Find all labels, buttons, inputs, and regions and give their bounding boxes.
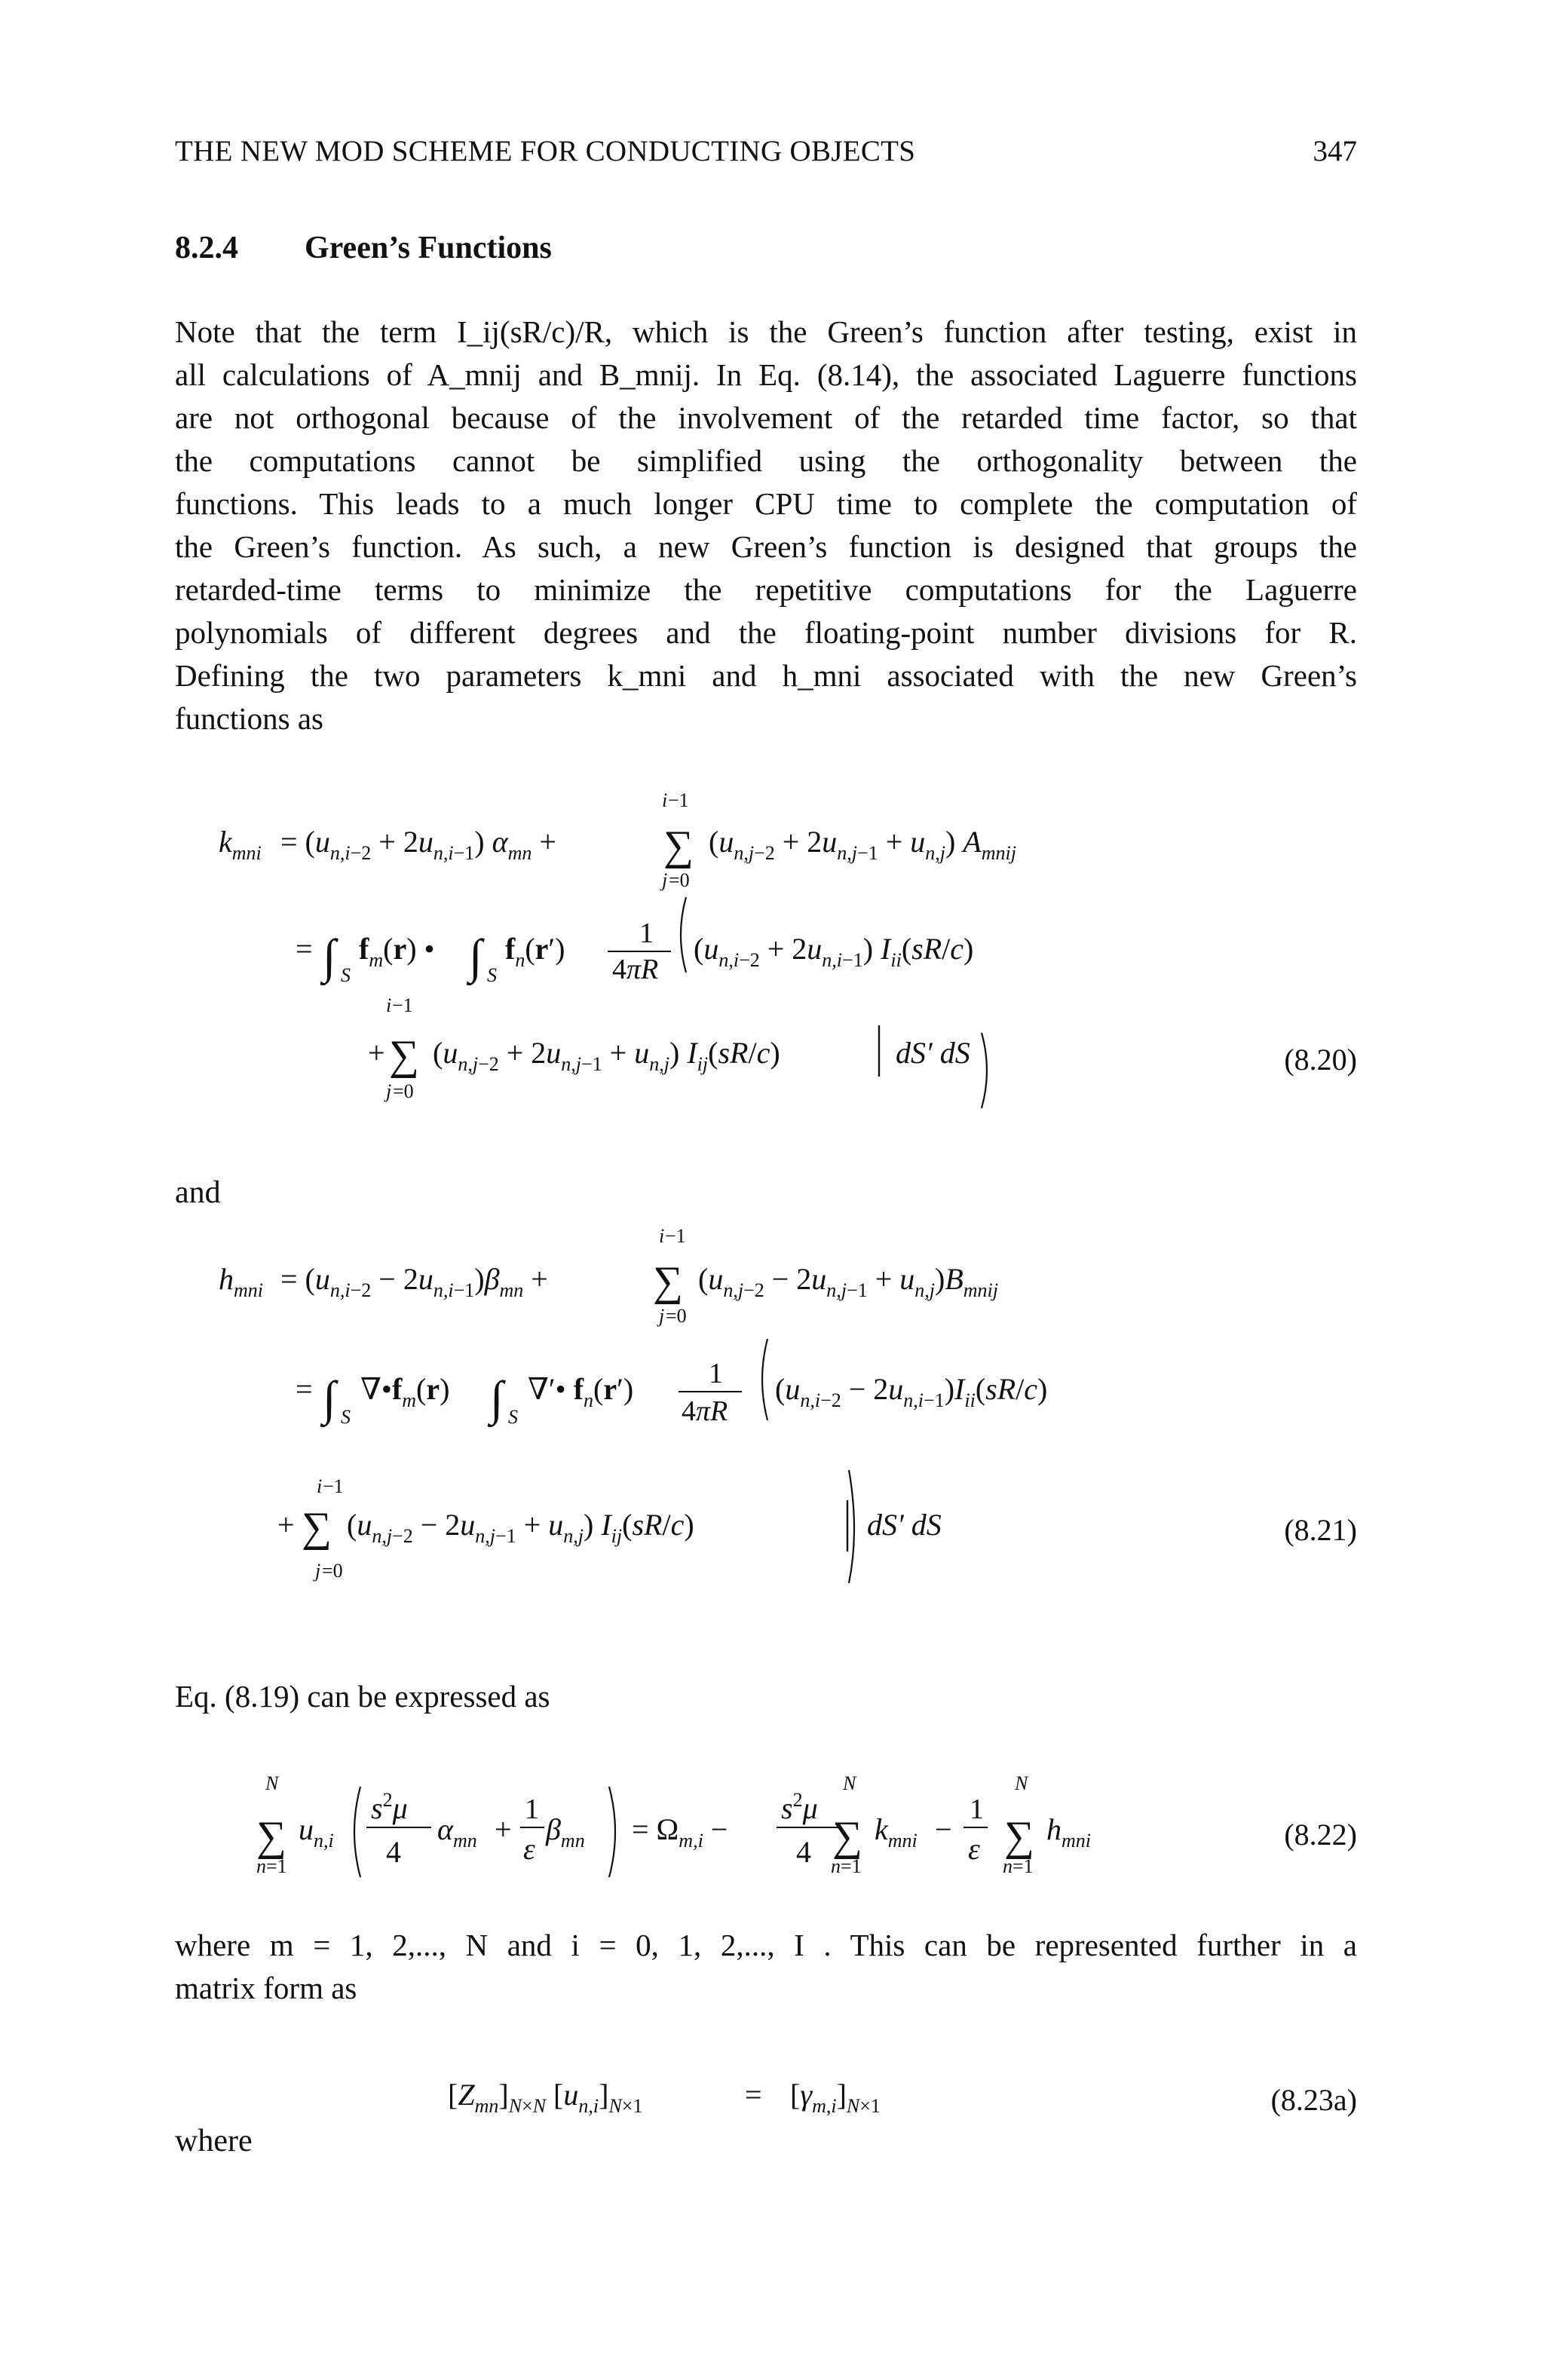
svg-text:(un,j−2 + 2un,j−1 + un,j) Iij(: $(u_{n,j}-2 + 2u_{n,j}-1 + u_{n,j})$ $I_{ij}(sR/c)$ bbox=[433, 1036, 780, 1075]
svg-text:∑: ∑ bbox=[389, 1032, 419, 1079]
svg-text:=1: =1 bbox=[266, 1855, 287, 1877]
svg-text:∫: ∫ bbox=[323, 1371, 336, 1425]
svg-text:[γm,i]N×1: $[\gamma_{m,i}]_N\times 1$ bbox=[790, 2078, 881, 2117]
svg-text:1: 1 bbox=[709, 1358, 723, 1389]
svg-text:fm(r) •: $f_m(r)$ • bbox=[359, 932, 435, 971]
svg-text:i: i bbox=[386, 994, 392, 1016]
page-number: 347 bbox=[1313, 135, 1357, 167]
paragraph-line: Defining the two parameters k_mni and h_mni associated with the new Green’s bbox=[175, 658, 1357, 693]
paragraph-line: functions. This leads to a much longer CPU time to complete the computation of bbox=[175, 486, 1357, 521]
svg-text:=0: =0 bbox=[669, 869, 690, 891]
paragraph-line: all calculations of A_mnij and B_mnij. In Eq. (8.14), the associated Laguerre functions bbox=[175, 357, 1357, 392]
section-number: 8.2.4 bbox=[175, 231, 238, 265]
svg-text:4: 4 bbox=[386, 1835, 401, 1869]
svg-text:S: S bbox=[341, 964, 351, 986]
svg-text:∑: ∑ bbox=[663, 822, 694, 869]
paragraph-line: functions as bbox=[175, 701, 323, 736]
paragraph-line: Note that the term I_ij(sR/c)/R, which is the Green’s function after testing, exist in bbox=[175, 314, 1357, 349]
svg-text:= (un,i−2 + 2un,i−1) αmn +: = $(u_{n,i}-2 + 2u_{n,i}-1) \alpha_{mn}$ + bbox=[280, 825, 556, 864]
svg-text:[Zmn]N×N [un,i]N×1: $[Z_{mn}]_N\times N$ $[u_{n,i}]_N\times 1$ bbox=[448, 2078, 643, 2117]
svg-text:−1: −1 bbox=[665, 1225, 686, 1247]
svg-text:(un,i−2 − 2un,i−1)Iii(sR/c): $(u_{n,i}-2 - 2u_{n,i}-1)I_{ii}(sR/c)$ bbox=[775, 1372, 1048, 1411]
svg-text:n: n bbox=[1003, 1855, 1012, 1877]
paragraph-line: are not orthogonal because of the involvement of the retarded time factor, so that bbox=[175, 400, 1357, 435]
svg-text:+: + bbox=[277, 1508, 295, 1542]
svg-text:i: i bbox=[659, 1225, 665, 1247]
svg-text:= Ωm,i −: = $\Omega_{m,i}$ − bbox=[632, 1812, 728, 1852]
equation-number-8-23a: (8.23a) bbox=[1270, 2083, 1357, 2117]
section-heading bbox=[175, 230, 552, 266]
svg-text:dS′ dS: dS′ dS bbox=[896, 1036, 970, 1070]
svg-text:αmn: $\alpha_{mn}$ bbox=[437, 1812, 477, 1852]
svg-text:(un,j−2 − 2un,j−1 + un,j) Iij(: $(u_{n,j}-2 - 2u_{n,j}-1 + u_{n,j})$ $I_{ij}(sR/c)$ bbox=[347, 1508, 694, 1547]
svg-text:kmni: $k_{mni}$ bbox=[219, 825, 262, 864]
svg-text:j: j bbox=[386, 1080, 392, 1102]
connector-and: and bbox=[175, 1175, 221, 1210]
paragraph-intro bbox=[175, 311, 1357, 740]
svg-text:+: + bbox=[495, 1812, 512, 1846]
svg-text:∫: ∫ bbox=[323, 930, 336, 983]
equation-number-8-20: (8.20) bbox=[1284, 1043, 1357, 1077]
svg-text:=0: =0 bbox=[322, 1560, 343, 1582]
svg-text:=0: =0 bbox=[393, 1080, 414, 1102]
svg-text:=1: =1 bbox=[1012, 1855, 1034, 1877]
svg-text:∇•fm(r): $\nabla•f_m(r)$ bbox=[360, 1372, 450, 1411]
svg-text:∑: ∑ bbox=[832, 1813, 862, 1860]
svg-text:n: n bbox=[831, 1855, 841, 1877]
paragraph-line: the Green’s function. As such, a new Green’s function is designed that groups the bbox=[175, 529, 1357, 564]
svg-text:βmn: $\beta_{mn}$ bbox=[546, 1812, 585, 1852]
svg-text:1: 1 bbox=[639, 917, 654, 949]
running-head: THE NEW MOD SCHEME FOR CONDUCTING OBJECTS bbox=[175, 135, 916, 167]
svg-text:S: S bbox=[341, 1406, 351, 1428]
svg-text:un,i: $u_{n,i}$ bbox=[299, 1812, 334, 1852]
svg-text:s2μ: $s^2\mu$ bbox=[781, 1789, 818, 1825]
svg-text:∫: ∫ bbox=[469, 930, 482, 983]
svg-text:4πR: 4πR bbox=[612, 954, 659, 985]
svg-text:∇′• fn(r′): ∇′• $f_n(r')$ bbox=[528, 1372, 634, 1411]
svg-text:∫: ∫ bbox=[490, 1371, 504, 1425]
svg-text:i: i bbox=[317, 1475, 323, 1497]
svg-text:−: − bbox=[935, 1812, 952, 1846]
svg-text:n: n bbox=[256, 1855, 266, 1877]
page-header bbox=[175, 134, 1357, 179]
svg-text:1: 1 bbox=[970, 1793, 984, 1825]
paragraph-line: the computations cannot be simplified using the orthogonality between the bbox=[175, 443, 1357, 478]
svg-text:S: S bbox=[487, 964, 497, 986]
svg-text:=1: =1 bbox=[841, 1855, 862, 1877]
paragraph-line: where m = 1, 2,..., N and i = 0, 1, 2,..., I . This can be represented further in a bbox=[175, 1928, 1357, 1962]
svg-text:−1: −1 bbox=[323, 1475, 344, 1497]
svg-text:(un,j−2 + 2un,j−1 + un,j) Amni: $(u_{n,j}-2 + 2u_{n,j}-1 + u_{n,j})$ $A_{mnij}$ bbox=[709, 825, 1016, 864]
svg-text:hmni: $h_{mni}$ bbox=[219, 1262, 263, 1301]
svg-text:hmni: $h_{mni}$ bbox=[1046, 1812, 1091, 1852]
svg-text:j: j bbox=[662, 869, 668, 891]
svg-text:∑: ∑ bbox=[256, 1813, 286, 1860]
svg-text:(un,j−2 − 2un,j−1 + un,j)Bmnij: $(u_{n,j}-2 - 2u_{n,j}-1 + u_{n,j})B_{mnij}$ bbox=[698, 1262, 998, 1301]
equation-number-8-22: (8.22) bbox=[1284, 1818, 1357, 1852]
svg-text:ε: ε bbox=[523, 1832, 535, 1866]
paragraph-line: matrix form as bbox=[175, 1971, 357, 2005]
svg-text:fn(r′): $f_n(r')$ bbox=[505, 932, 565, 971]
svg-text:N: N bbox=[265, 1772, 279, 1794]
paragraph-line: retarded-time terms to minimize the repetitive computations for the Laguerre bbox=[175, 572, 1357, 607]
svg-text:ε: ε bbox=[968, 1832, 980, 1866]
svg-text:=: = bbox=[745, 2078, 762, 2112]
svg-text:∑: ∑ bbox=[1004, 1813, 1034, 1860]
svg-text:i: i bbox=[662, 789, 668, 811]
paragraph-eq-8-19 bbox=[175, 1675, 1357, 1718]
svg-text:j: j bbox=[315, 1560, 321, 1582]
svg-text:=: = bbox=[296, 932, 313, 966]
paragraph-line: Eq. (8.19) can be expressed as bbox=[175, 1679, 550, 1714]
svg-text:=: = bbox=[296, 1372, 313, 1406]
svg-text:=0: =0 bbox=[666, 1305, 687, 1327]
svg-text:4πR: 4πR bbox=[682, 1395, 728, 1427]
connector-where: where bbox=[175, 2124, 253, 2158]
svg-text:−1: −1 bbox=[668, 789, 689, 811]
svg-text:= (un,i−2 − 2un,i−1)βmn +: = $(u_{n,i}-2 - 2u_{n,i}-1)\beta_{mn}$ + bbox=[280, 1262, 548, 1301]
svg-text:S: S bbox=[508, 1406, 518, 1428]
equation-number-8-21: (8.21) bbox=[1284, 1513, 1357, 1547]
svg-text:−1: −1 bbox=[392, 994, 413, 1016]
svg-text:s2μ: $s^2\mu$ bbox=[371, 1789, 408, 1825]
svg-text:N: N bbox=[1015, 1772, 1028, 1794]
svg-text:dS′ dS: dS′ dS bbox=[867, 1508, 942, 1542]
svg-text:∑: ∑ bbox=[302, 1504, 332, 1551]
svg-text:4: 4 bbox=[796, 1835, 811, 1869]
paragraph-matrix-form bbox=[175, 1924, 1357, 2010]
section-title: Green’s Functions bbox=[305, 231, 552, 265]
svg-text:∑: ∑ bbox=[653, 1258, 683, 1305]
svg-text:+: + bbox=[368, 1036, 385, 1070]
svg-text:1: 1 bbox=[525, 1793, 539, 1825]
svg-text:j: j bbox=[659, 1305, 665, 1327]
svg-text:kmni: $k_{mni}$ bbox=[875, 1812, 918, 1852]
svg-text:(un,i−2 + 2un,i−1) Iii(sR/c): $(u_{n,i}-2 + 2u_{n,i}-1)$ $I_{ii}(sR/c)$ bbox=[694, 932, 974, 971]
svg-text:N: N bbox=[843, 1772, 856, 1794]
paragraph-line: polynomials of different degrees and the floating-point number divisions for R. bbox=[175, 615, 1357, 650]
